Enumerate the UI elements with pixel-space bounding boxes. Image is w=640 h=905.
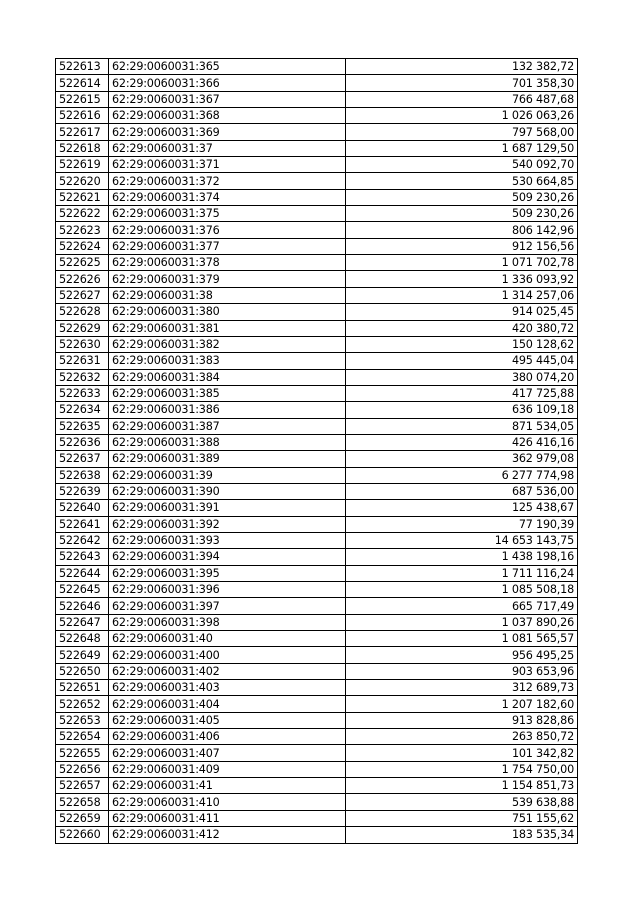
table-row	[56, 189, 578, 205]
table-row	[56, 565, 578, 581]
table-row	[56, 206, 578, 222]
table-row	[56, 647, 578, 663]
row-number-cell: 522620	[56, 173, 109, 189]
cadastral-value-cell: 956 495,25	[346, 647, 578, 663]
cadastral-number-cell: 62:29:0060031:383	[109, 353, 346, 369]
cadastral-value-cell: 426 416,16	[346, 434, 578, 450]
table-row	[56, 794, 578, 810]
cadastral-number-cell: 62:29:0060031:410	[109, 794, 346, 810]
table-row	[56, 255, 578, 271]
cadastral-number-cell: 62:29:0060031:369	[109, 124, 346, 140]
cadastral-value-cell: 912 156,56	[346, 238, 578, 254]
table-row	[56, 680, 578, 696]
table-row	[56, 108, 578, 124]
cadastral-number-cell: 62:29:0060031:403	[109, 680, 346, 696]
table-row	[56, 467, 578, 483]
row-number-cell: 522647	[56, 614, 109, 630]
cadastral-value-cell: 125 438,67	[346, 500, 578, 516]
row-number-cell: 522626	[56, 271, 109, 287]
cadastral-value-cell: 1 085 508,18	[346, 582, 578, 598]
cadastral-number-cell: 62:29:0060031:385	[109, 385, 346, 401]
row-number-cell: 522657	[56, 778, 109, 794]
row-number-cell: 522636	[56, 434, 109, 450]
cadastral-number-cell: 62:29:0060031:404	[109, 696, 346, 712]
row-number-cell: 522619	[56, 157, 109, 173]
row-number-cell: 522637	[56, 451, 109, 467]
table-row	[56, 483, 578, 499]
table-row	[56, 402, 578, 418]
cadastral-value-cell: 509 230,26	[346, 206, 578, 222]
cadastral-value-cell: 1 754 750,00	[346, 761, 578, 777]
cadastral-number-cell: 62:29:0060031:386	[109, 402, 346, 418]
cadastral-value-cell: 701 358,30	[346, 75, 578, 91]
row-number-cell: 522642	[56, 532, 109, 548]
row-number-cell: 522639	[56, 483, 109, 499]
table-row	[56, 761, 578, 777]
row-number-cell: 522652	[56, 696, 109, 712]
cadastral-number-cell: 62:29:0060031:407	[109, 745, 346, 761]
cadastral-number-cell: 62:29:0060031:372	[109, 173, 346, 189]
cadastral-number-cell: 62:29:0060031:377	[109, 238, 346, 254]
cadastral-number-cell: 62:29:0060031:384	[109, 369, 346, 385]
cadastral-number-cell: 62:29:0060031:381	[109, 320, 346, 336]
cadastral-value-cell: 362 979,08	[346, 451, 578, 467]
cadastral-value-cell: 1 687 129,50	[346, 140, 578, 156]
row-number-cell: 522617	[56, 124, 109, 140]
table-row	[56, 696, 578, 712]
table-row	[56, 336, 578, 352]
cadastral-number-cell: 62:29:0060031:402	[109, 663, 346, 679]
table-row	[56, 778, 578, 794]
row-number-cell: 522631	[56, 353, 109, 369]
cadastral-value-cell: 636 109,18	[346, 402, 578, 418]
row-number-cell: 522638	[56, 467, 109, 483]
cadastral-value-cell: 380 074,20	[346, 369, 578, 385]
cadastral-number-cell: 62:29:0060031:389	[109, 451, 346, 467]
table-row	[56, 124, 578, 140]
cadastral-value-cell: 14 653 143,75	[346, 532, 578, 548]
row-number-cell: 522629	[56, 320, 109, 336]
cadastral-number-cell: 62:29:0060031:412	[109, 827, 346, 843]
cadastral-value-cell: 150 128,62	[346, 336, 578, 352]
cadastral-value-cell: 1 207 182,60	[346, 696, 578, 712]
cadastral-value-cell: 665 717,49	[346, 598, 578, 614]
row-number-cell: 522630	[56, 336, 109, 352]
row-number-cell: 522644	[56, 565, 109, 581]
table-row	[56, 712, 578, 728]
row-number-cell: 522649	[56, 647, 109, 663]
cadastral-number-cell: 62:29:0060031:394	[109, 549, 346, 565]
cadastral-value-table	[55, 58, 578, 844]
table-row	[56, 827, 578, 843]
cadastral-value-cell: 1 081 565,57	[346, 631, 578, 647]
row-number-cell: 522621	[56, 189, 109, 205]
cadastral-number-cell: 62:29:0060031:398	[109, 614, 346, 630]
cadastral-value-cell: 914 025,45	[346, 304, 578, 320]
row-number-cell: 522651	[56, 680, 109, 696]
row-number-cell: 522654	[56, 729, 109, 745]
cadastral-number-cell: 62:29:0060031:388	[109, 434, 346, 450]
cadastral-number-cell: 62:29:0060031:38	[109, 287, 346, 303]
table-row	[56, 500, 578, 516]
cadastral-number-cell: 62:29:0060031:375	[109, 206, 346, 222]
cadastral-number-cell: 62:29:0060031:406	[109, 729, 346, 745]
cadastral-number-cell: 62:29:0060031:40	[109, 631, 346, 647]
cadastral-value-cell: 903 653,96	[346, 663, 578, 679]
row-number-cell: 522613	[56, 59, 109, 75]
cadastral-number-cell: 62:29:0060031:392	[109, 516, 346, 532]
row-number-cell: 522655	[56, 745, 109, 761]
cadastral-value-cell: 871 534,05	[346, 418, 578, 434]
cadastral-value-cell: 312 689,73	[346, 680, 578, 696]
cadastral-value-cell: 751 155,62	[346, 810, 578, 826]
row-number-cell: 522615	[56, 91, 109, 107]
table-row	[56, 418, 578, 434]
table-row	[56, 385, 578, 401]
row-number-cell: 522614	[56, 75, 109, 91]
cadastral-number-cell: 62:29:0060031:387	[109, 418, 346, 434]
row-number-cell: 522616	[56, 108, 109, 124]
cadastral-value-cell: 540 092,70	[346, 157, 578, 173]
table-row	[56, 745, 578, 761]
cadastral-value-cell: 132 382,72	[346, 59, 578, 75]
row-number-cell: 522625	[56, 255, 109, 271]
table-row	[56, 59, 578, 75]
cadastral-number-cell: 62:29:0060031:378	[109, 255, 346, 271]
table-row	[56, 532, 578, 548]
row-number-cell: 522645	[56, 582, 109, 598]
row-number-cell: 522648	[56, 631, 109, 647]
cadastral-value-cell: 1 071 702,78	[346, 255, 578, 271]
cadastral-value-cell: 530 664,85	[346, 173, 578, 189]
table-row	[56, 451, 578, 467]
cadastral-number-cell: 62:29:0060031:409	[109, 761, 346, 777]
table-row	[56, 75, 578, 91]
cadastral-number-cell: 62:29:0060031:391	[109, 500, 346, 516]
cadastral-number-cell: 62:29:0060031:367	[109, 91, 346, 107]
cadastral-number-cell: 62:29:0060031:376	[109, 222, 346, 238]
cadastral-number-cell: 62:29:0060031:37	[109, 140, 346, 156]
cadastral-value-cell: 797 568,00	[346, 124, 578, 140]
cadastral-value-cell: 101 342,82	[346, 745, 578, 761]
row-number-cell: 522632	[56, 369, 109, 385]
row-number-cell: 522622	[56, 206, 109, 222]
cadastral-number-cell: 62:29:0060031:411	[109, 810, 346, 826]
row-number-cell: 522643	[56, 549, 109, 565]
cadastral-number-cell: 62:29:0060031:379	[109, 271, 346, 287]
cadastral-value-cell: 1 154 851,73	[346, 778, 578, 794]
cadastral-value-cell: 913 828,86	[346, 712, 578, 728]
cadastral-number-cell: 62:29:0060031:382	[109, 336, 346, 352]
table-row	[56, 516, 578, 532]
table-row	[56, 304, 578, 320]
cadastral-number-cell: 62:29:0060031:371	[109, 157, 346, 173]
cadastral-number-cell: 62:29:0060031:396	[109, 582, 346, 598]
table-row	[56, 631, 578, 647]
cadastral-number-cell: 62:29:0060031:39	[109, 467, 346, 483]
cadastral-value-cell: 1 438 198,16	[346, 549, 578, 565]
cadastral-value-cell: 539 638,88	[346, 794, 578, 810]
table-body	[56, 59, 578, 844]
row-number-cell: 522653	[56, 712, 109, 728]
cadastral-value-cell: 1 336 093,92	[346, 271, 578, 287]
cadastral-number-cell: 62:29:0060031:400	[109, 647, 346, 663]
cadastral-value-cell: 1 711 116,24	[346, 565, 578, 581]
table-row	[56, 271, 578, 287]
cadastral-number-cell: 62:29:0060031:397	[109, 598, 346, 614]
cadastral-value-cell: 77 190,39	[346, 516, 578, 532]
table-row	[56, 222, 578, 238]
cadastral-value-cell: 806 142,96	[346, 222, 578, 238]
cadastral-value-cell: 509 230,26	[346, 189, 578, 205]
table-row	[56, 320, 578, 336]
cadastral-number-cell: 62:29:0060031:368	[109, 108, 346, 124]
cadastral-number-cell: 62:29:0060031:393	[109, 532, 346, 548]
row-number-cell: 522624	[56, 238, 109, 254]
cadastral-number-cell: 62:29:0060031:365	[109, 59, 346, 75]
row-number-cell: 522634	[56, 402, 109, 418]
cadastral-value-cell: 1 026 063,26	[346, 108, 578, 124]
table-row	[56, 157, 578, 173]
row-number-cell: 522635	[56, 418, 109, 434]
table-row	[56, 238, 578, 254]
table-row	[56, 810, 578, 826]
table-row	[56, 353, 578, 369]
cadastral-number-cell: 62:29:0060031:374	[109, 189, 346, 205]
cadastral-value-cell: 420 380,72	[346, 320, 578, 336]
cadastral-value-cell: 417 725,88	[346, 385, 578, 401]
row-number-cell: 522640	[56, 500, 109, 516]
row-number-cell: 522650	[56, 663, 109, 679]
table-row	[56, 434, 578, 450]
cadastral-number-cell: 62:29:0060031:380	[109, 304, 346, 320]
row-number-cell: 522659	[56, 810, 109, 826]
row-number-cell: 522658	[56, 794, 109, 810]
table-row	[56, 598, 578, 614]
row-number-cell: 522623	[56, 222, 109, 238]
cadastral-value-cell: 183 535,34	[346, 827, 578, 843]
row-number-cell: 522641	[56, 516, 109, 532]
cadastral-number-cell: 62:29:0060031:366	[109, 75, 346, 91]
cadastral-value-cell: 1 037 890,26	[346, 614, 578, 630]
cadastral-value-cell: 1 314 257,06	[346, 287, 578, 303]
table-row	[56, 582, 578, 598]
row-number-cell: 522627	[56, 287, 109, 303]
table-row	[56, 287, 578, 303]
row-number-cell: 522660	[56, 827, 109, 843]
cadastral-number-cell: 62:29:0060031:41	[109, 778, 346, 794]
cadastral-value-cell: 495 445,04	[346, 353, 578, 369]
table-row	[56, 663, 578, 679]
cadastral-number-cell: 62:29:0060031:405	[109, 712, 346, 728]
cadastral-value-cell: 263 850,72	[346, 729, 578, 745]
table-row	[56, 173, 578, 189]
cadastral-number-cell: 62:29:0060031:395	[109, 565, 346, 581]
row-number-cell: 522656	[56, 761, 109, 777]
table-row	[56, 140, 578, 156]
table-row	[56, 369, 578, 385]
cadastral-value-cell: 766 487,68	[346, 91, 578, 107]
row-number-cell: 522618	[56, 140, 109, 156]
table-row	[56, 91, 578, 107]
row-number-cell: 522646	[56, 598, 109, 614]
table-row	[56, 614, 578, 630]
row-number-cell: 522628	[56, 304, 109, 320]
cadastral-number-cell: 62:29:0060031:390	[109, 483, 346, 499]
table-row	[56, 729, 578, 745]
table-row	[56, 549, 578, 565]
cadastral-value-cell: 687 536,00	[346, 483, 578, 499]
row-number-cell: 522633	[56, 385, 109, 401]
cadastral-value-cell: 6 277 774,98	[346, 467, 578, 483]
